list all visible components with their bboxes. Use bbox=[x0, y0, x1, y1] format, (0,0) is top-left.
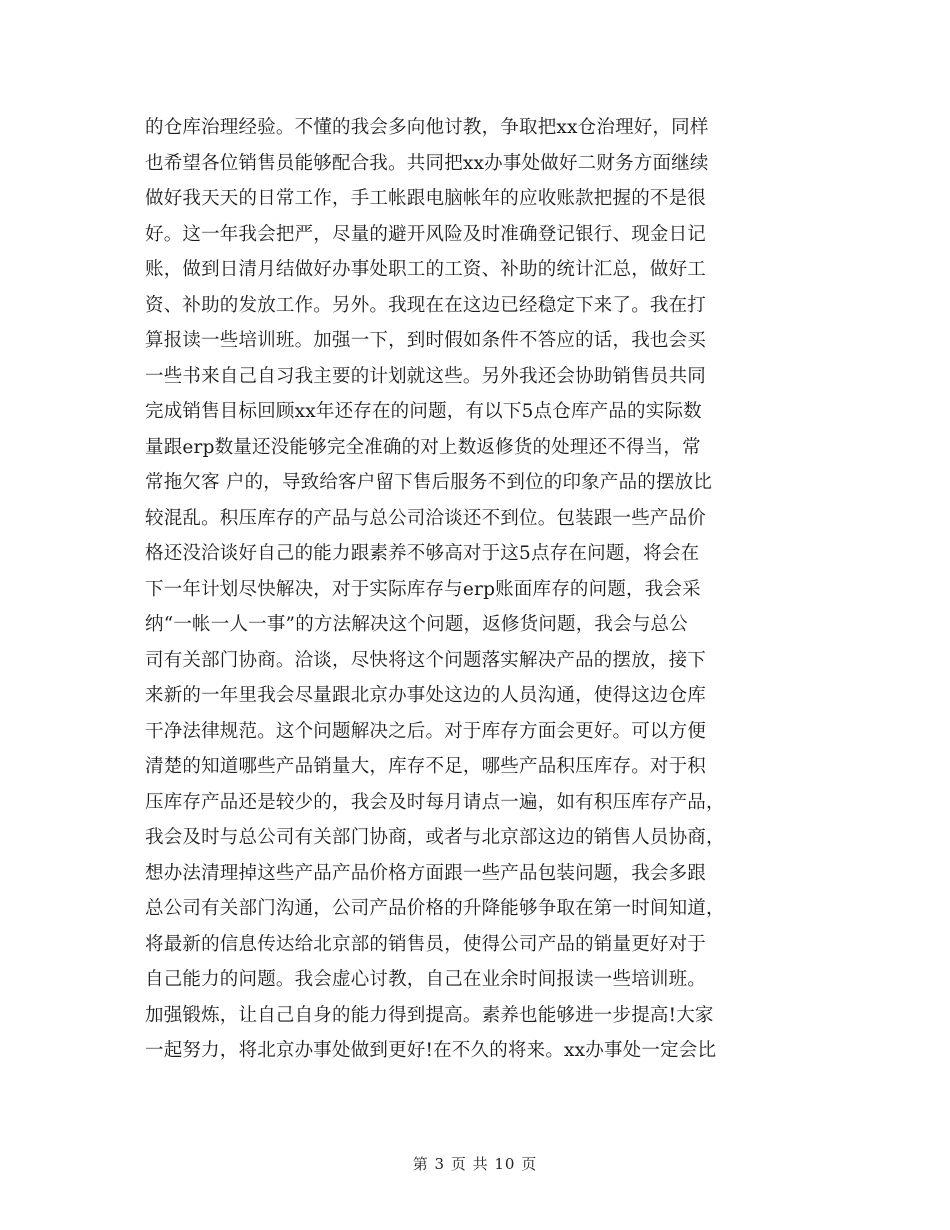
text-line: 自己能力的问题。我会虚心讨教，自己在业余时间报读一些培训班。 bbox=[145, 969, 707, 990]
text-line: 一些书来自己自习我主要的计划就这些。另外我还会协助销售员共同 bbox=[145, 365, 707, 387]
text-line: 来新的一年里我会尽量跟北京办事处这边的人员沟通，使得这边仓库 bbox=[145, 685, 707, 706]
text-line: 做好我天天的日常工作，手工帐跟电脑帐年的应收账款把握的不是很 bbox=[145, 188, 707, 209]
text-line: 我会及时与总公司有关部门协商，或者与北京部这边的销售人员协商， bbox=[145, 827, 725, 848]
text-line: 好。这一年我会把严，尽量的避开风险及时准确登记银行、现金日记 bbox=[145, 223, 707, 245]
text-line: 的仓库治理经验。不懂的我会多向他讨教，争取把xx仓治理好，同样 bbox=[145, 117, 709, 138]
text-line: 加强锻炼，让自己自身的能力得到提高。素养也能够进一步提高!大家 bbox=[145, 1004, 714, 1026]
text-line: 压库存产品还是较少的，我会及时每月请点一遍，如有积压库存产品， bbox=[145, 791, 725, 813]
text-line: 资、补助的发放工作。另外。我现在在这边已经稳定下来了。我在打 bbox=[145, 294, 707, 316]
text-line: 总公司有关部门沟通，公司产品价格的升降能够争取在第一时间知道， bbox=[145, 898, 725, 919]
text-line: 司有关部门协商。洽谈，尽快将这个问题落实解决产品的摆放，接下 bbox=[145, 649, 707, 671]
text-line: 想办法清理掉这些产品产品价格方面跟一些产品包装问题，我会多跟 bbox=[145, 862, 707, 884]
text-line: 一起努力，将北京办事处做到更好!在不久的将来。xx办事处一定会比 bbox=[145, 1040, 717, 1061]
text-line: 量跟erp数量还没能够完全准确的对上数返修货的处理还不得当，常 bbox=[145, 436, 701, 458]
text-line: 算报读一些培训班。加强一下，到时假如条件不答应的话，我也会买 bbox=[145, 330, 707, 351]
page-footer: 第 3 页 共 10 页 bbox=[412, 1155, 538, 1173]
text-line: 账，做到日清月结做好办事处职工的工资、补助的统计汇总，做好工 bbox=[145, 259, 707, 280]
text-line: 纳“一帐一人一事”的方法解决这个问题，返修货问题，我会与总公 bbox=[145, 614, 688, 635]
text-line: 将最新的信息传达给北京部的销售员，使得公司产品的销量更好对于 bbox=[145, 933, 707, 955]
body-text bbox=[145, 110, 810, 1069]
text-line: 也希望各位销售员能够配合我。共同把xx办事处做好二财务方面继续 bbox=[145, 152, 709, 174]
text-line: 清楚的知道哪些产品销量大，库存不足，哪些产品积压库存。对于积 bbox=[145, 756, 707, 777]
text-line: 常拖欠客 户的，导致给客户留下售后服务不到位的印象产品的摆放比 bbox=[145, 472, 713, 493]
text-line: 格还没洽谈好自己的能力跟素养不够高对于这5点存在问题，将会在 bbox=[145, 543, 700, 564]
text-line: 完成销售目标回顾xx年还存在的问题，有以下5点仓库产品的实际数 bbox=[145, 401, 702, 422]
text-line: 干净法律规范。这个问题解决之后。对于库存方面会更好。可以方便 bbox=[145, 720, 707, 742]
text-line: 下一年计划尽快解决，对于实际库存与erp账面库存的问题，我会采 bbox=[145, 578, 701, 600]
text-line: 较混乱。积压库存的产品与总公司洽谈还不到位。包装跟一些产品价 bbox=[145, 507, 707, 529]
